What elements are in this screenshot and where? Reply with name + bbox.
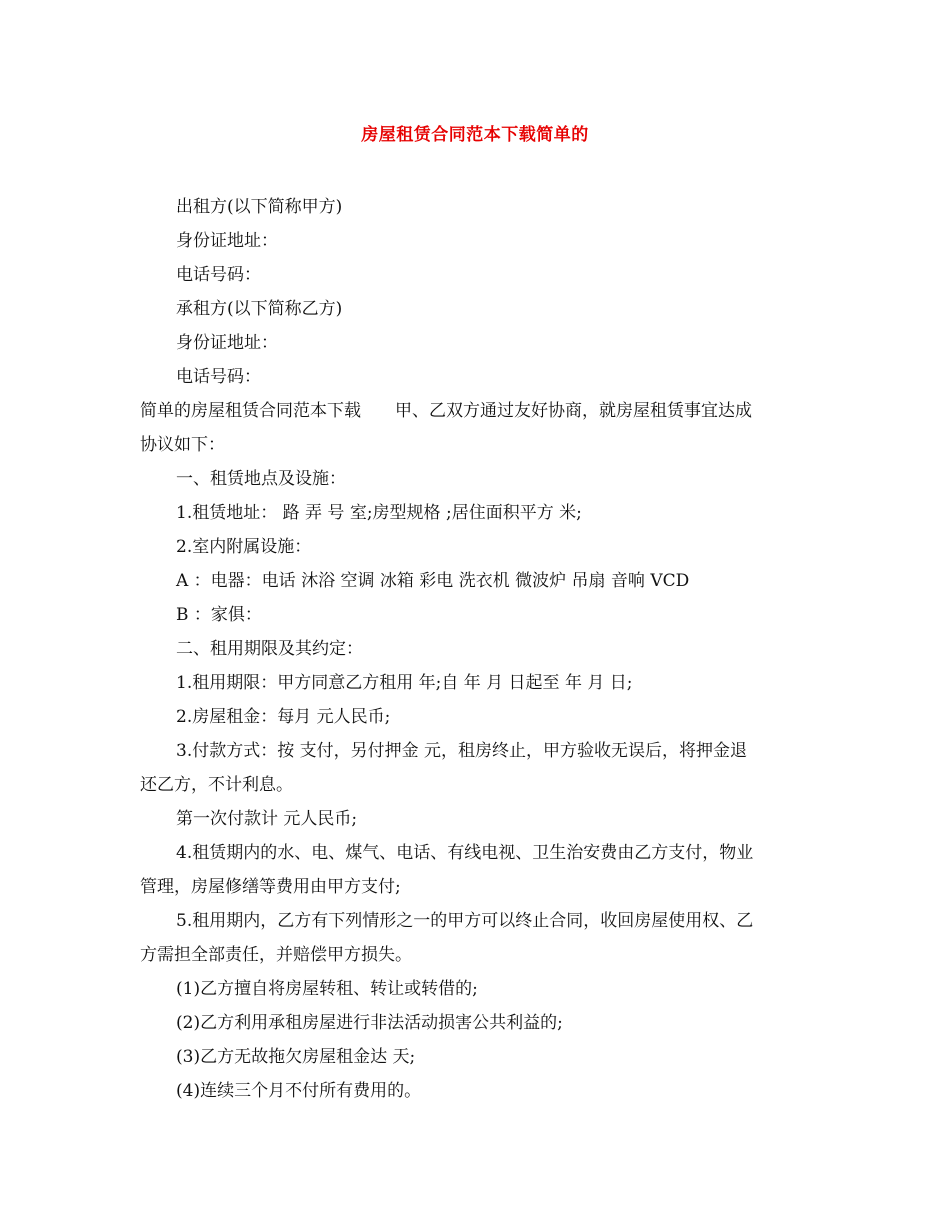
intro-continuation: 协议如下： xyxy=(140,435,225,455)
clause-payment-continuation: 还乙方，不计利息。 xyxy=(140,775,293,795)
termination-item-2: (2)乙方利用承租房屋进行非法活动损害公共利益的; xyxy=(176,1013,563,1033)
intro-line xyxy=(140,396,815,430)
termination-item-4: (4)连续三个月不付所有费用的。 xyxy=(176,1081,422,1101)
lessor-id-address: 身份证地址： xyxy=(176,231,278,251)
intro-text: 甲、乙双方通过友好协商，就房屋租赁事宜达成 xyxy=(395,401,752,421)
clause-facilities: 2.室内附属设施： xyxy=(176,537,312,557)
lessee-phone: 电话号码： xyxy=(176,367,261,387)
clause-utilities-continuation: 管理，房屋修缮等费用由甲方支付; xyxy=(140,877,401,897)
clause-term: 1.租用期限：甲方同意乙方租用 年;自 年 月 日起至 年 月 日; xyxy=(176,673,633,693)
document-title: 房屋租赁合同范本下载简单的 xyxy=(361,125,589,145)
clause-appliances: A ：电器：电话 沐浴 空调 冰箱 彩电 洗衣机 微波炉 吊扇 音响 VCD xyxy=(176,571,690,591)
lessee-line: 承租方(以下简称乙方) xyxy=(176,299,343,319)
section-heading-term: 二、租用期限及其约定： xyxy=(176,639,363,659)
document-body xyxy=(140,192,815,1110)
termination-item-1: (1)乙方擅自将房屋转租、转让或转借的; xyxy=(176,979,478,999)
clause-termination-continuation: 方需担全部责任，并赔偿甲方损失。 xyxy=(140,945,412,965)
clause-address: 1.租赁地址： 路 弄 号 室;房型规格 ;居住面积平方 米; xyxy=(176,503,582,523)
lessor-phone: 电话号码： xyxy=(176,265,261,285)
termination-item-3: (3)乙方无故拖欠房屋租金达 天; xyxy=(176,1047,416,1067)
clause-first-payment: 第一次付款计 元人民币; xyxy=(176,809,358,829)
intro-lead: 简单的房屋租赁合同范本下载 xyxy=(140,401,361,421)
clause-payment: 3.付款方式：按 支付，另付押金 元，租房终止，甲方验收无误后，将押金退 xyxy=(176,741,748,761)
lessor-line: 出租方(以下简称甲方) xyxy=(176,197,343,217)
section-heading-location: 一、租赁地点及设施： xyxy=(176,469,346,489)
clause-furniture: B ：家俱： xyxy=(176,605,262,625)
clause-rent: 2.房屋租金：每月 元人民币; xyxy=(176,707,391,727)
clause-utilities: 4.租赁期内的水、电、煤气、电话、有线电视、卫生治安费由乙方支付，物业 xyxy=(176,843,754,863)
clause-termination: 5.租用期内，乙方有下列情形之一的甲方可以终止合同，收回房屋使用权、乙 xyxy=(176,911,754,931)
lessee-id-address: 身份证地址： xyxy=(176,333,278,353)
